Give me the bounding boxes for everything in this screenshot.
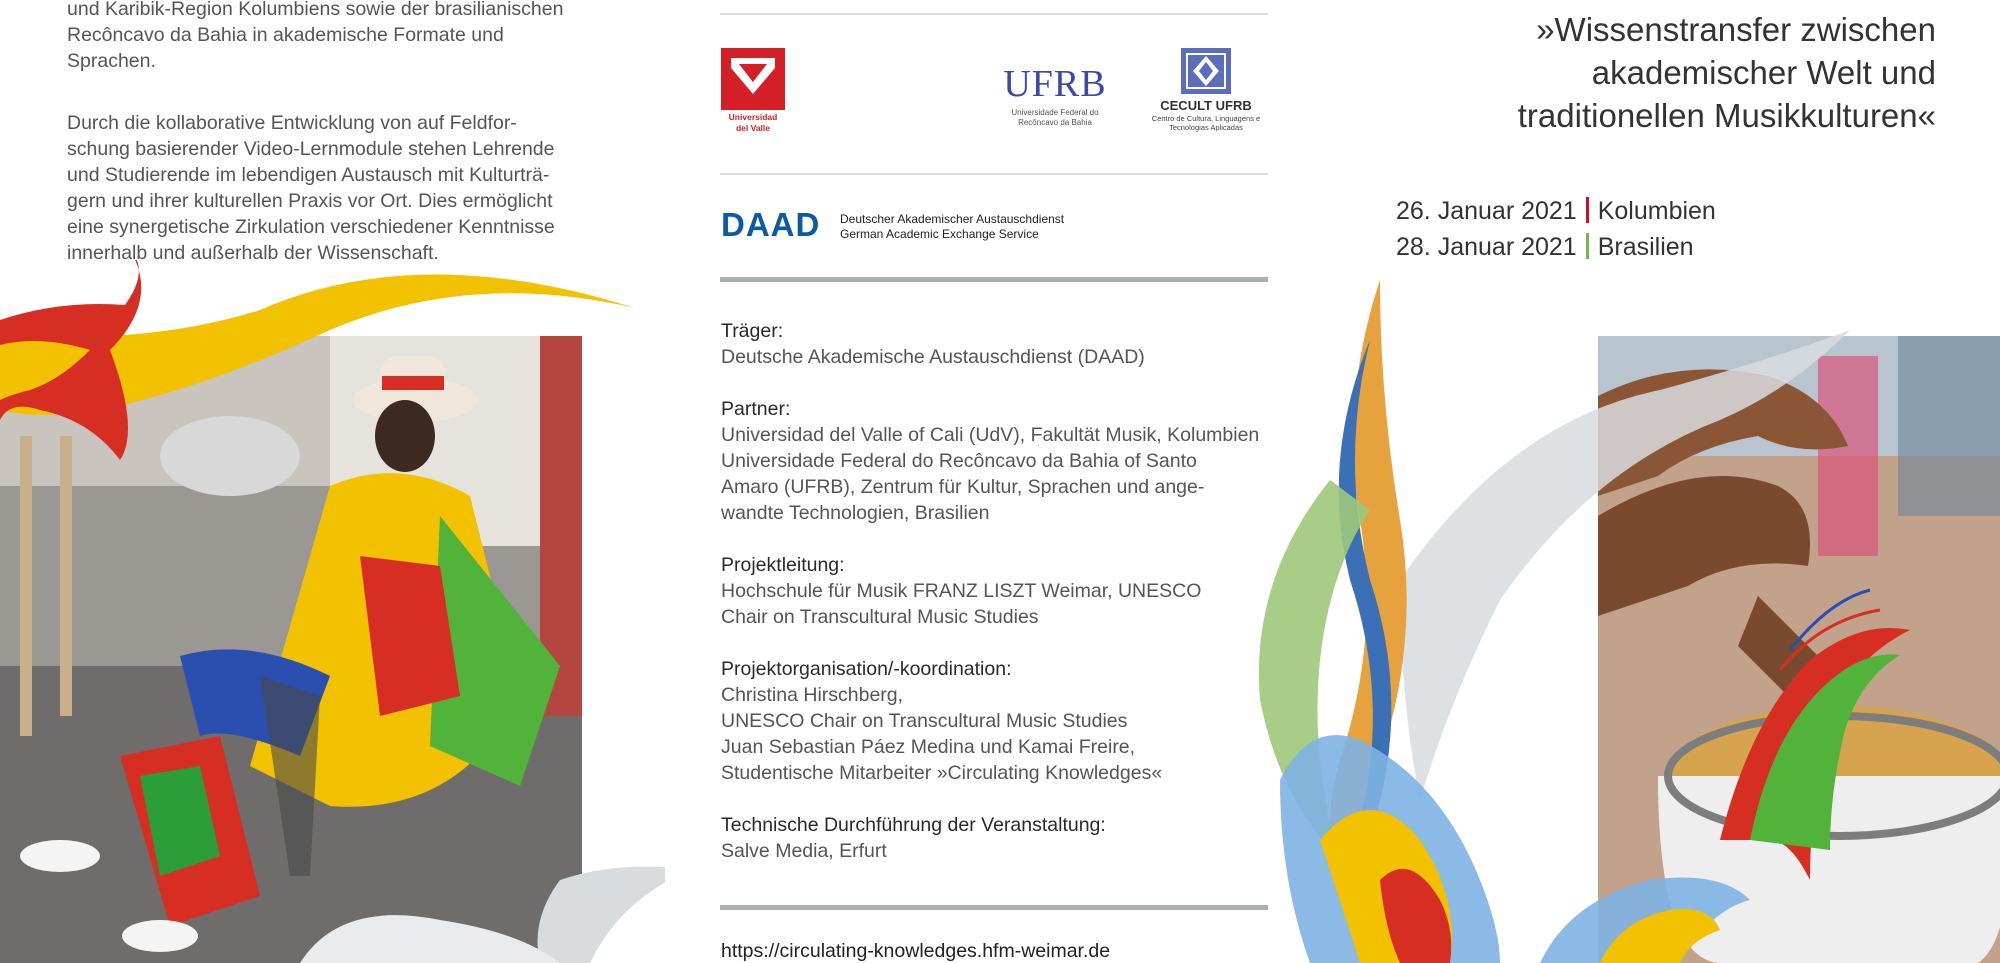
divider: [720, 905, 1268, 910]
technik-value: Salve Media, Erfurt: [721, 840, 887, 862]
left-panel: [0, 0, 665, 963]
separator-bar-green: [1586, 233, 1589, 259]
date-value: 28. Januar 2021: [1396, 233, 1577, 261]
projektleitung-line: Hochschule für Musik FRANZ LISZT Weimar, UNESCO: [721, 580, 1202, 602]
udv-logo-text: Universidad: [728, 112, 778, 122]
organisation-label: Projektorganisation/-koordination:: [721, 658, 1012, 680]
cecult-logo-subtitle: Centro de Cultura, Linguagens e Tecnologias Aplicadas: [1151, 114, 1261, 132]
partner-line: Universidade Federal do Recôncavo da Bahia of Santo: [721, 450, 1197, 472]
technik-label: Technische Durchführung der Veranstaltung:: [721, 814, 1106, 836]
collaboration-paragraph: [67, 110, 607, 266]
event-title: [1518, 8, 1936, 137]
partner-line: Amaro (UFRB), Zentrum für Kultur, Sprachen und ange-: [721, 476, 1205, 498]
partner-label: Partner:: [721, 398, 791, 420]
traeger-label: Träger:: [721, 320, 784, 342]
date-value: 26. Januar 2021: [1396, 197, 1577, 225]
cecult-logo-text: CECULT UFRB: [1160, 98, 1252, 113]
partner-line: Universidad del Valle of Cali (UdV), Fakultät Musik, Kolumbien: [721, 424, 1260, 446]
date-row-brasilien: [1396, 229, 1716, 265]
title-line: akademischer Welt und: [1591, 54, 1936, 91]
traeger-value: Deutsche Akademische Austauschdienst (DAAD): [721, 346, 1145, 368]
divider: [720, 13, 1268, 15]
technik-block: [721, 812, 1281, 864]
ufrb-logo-subtitle: Universidade Federal do Recôncavo da Bahia: [1011, 108, 1099, 127]
organisation-line: UNESCO Chair on Transcultural Music Studies: [721, 710, 1128, 732]
daad-name-de: Deutscher Akademischer Austauschdienst: [840, 212, 1065, 226]
date-place: Kolumbien: [1597, 197, 1716, 225]
traeger-block: [721, 318, 1281, 370]
decorative-swirl: [1250, 280, 2000, 963]
text-line: Sprachen.: [67, 50, 156, 72]
cecult-logo: [1142, 46, 1270, 138]
cecult-emblem-icon: [1179, 46, 1233, 96]
project-website-link[interactable]: https://circulating-knowledges.hfm-weimar.de: [721, 940, 1111, 962]
text-line: innerhalb und außerhalb der Wissenschaft.: [67, 242, 439, 264]
ufrb-logo: [1000, 64, 1110, 138]
divider: [720, 173, 1268, 175]
text-line: eine synergetische Zirkulation verschiedener Kenntnisse: [67, 216, 555, 238]
daad-name-en: German Academic Exchange Service: [840, 226, 1039, 241]
divider: [720, 277, 1268, 282]
title-line: »Wissenstransfer zwischen: [1536, 11, 1936, 48]
text-line: Recôncavo da Bahia in akademische Formate und: [67, 24, 504, 46]
projektleitung-block: [721, 552, 1281, 630]
daad-logo-subtitle: [840, 212, 1064, 241]
text-line: Durch die kollaborative Entwicklung von auf Feldfor-: [67, 112, 517, 134]
ufrb-logo-text: UFRB: [1003, 63, 1107, 105]
projektleitung-label: Projektleitung:: [721, 554, 845, 576]
separator-bar-red: [1586, 197, 1589, 223]
projektleitung-line: Chair on Transcultural Music Studies: [721, 606, 1039, 628]
title-line: traditionellen Musikkulturen«: [1517, 97, 1936, 134]
text-line: und Karibik-Region Kolumbiens sowie der brasilianischen: [67, 0, 564, 20]
organisation-line: Juan Sebastian Páez Medina und Kamai Freire,: [721, 736, 1136, 758]
event-dates: [1396, 193, 1716, 265]
partner-block: [721, 396, 1281, 526]
organisation-line: Studentische Mitarbeiter »Circulating Knowledges«: [721, 762, 1163, 784]
organisation-block: [721, 656, 1281, 786]
universidad-del-valle-logo: [721, 48, 785, 136]
partner-line: wandte Technologien, Brasilien: [721, 502, 990, 524]
date-row-kolumbien: [1396, 193, 1716, 229]
decorative-swoosh: [0, 260, 665, 963]
organisation-line: Christina Hirschberg,: [721, 684, 904, 706]
intro-paragraph-end: [67, 0, 607, 74]
date-place: Brasilien: [1597, 233, 1694, 261]
text-line: gern und ihrer kulturellen Praxis vor Ort. Dies ermöglicht: [67, 190, 553, 212]
udv-logo-text: del Valle: [735, 123, 771, 133]
text-line: schung basierender Video-Lernmodule stehen Lehrende: [67, 138, 555, 160]
daad-logo: DAAD: [721, 206, 821, 243]
text-line: und Studierende im lebendigen Austausch mit Kulturträ-: [67, 164, 550, 186]
